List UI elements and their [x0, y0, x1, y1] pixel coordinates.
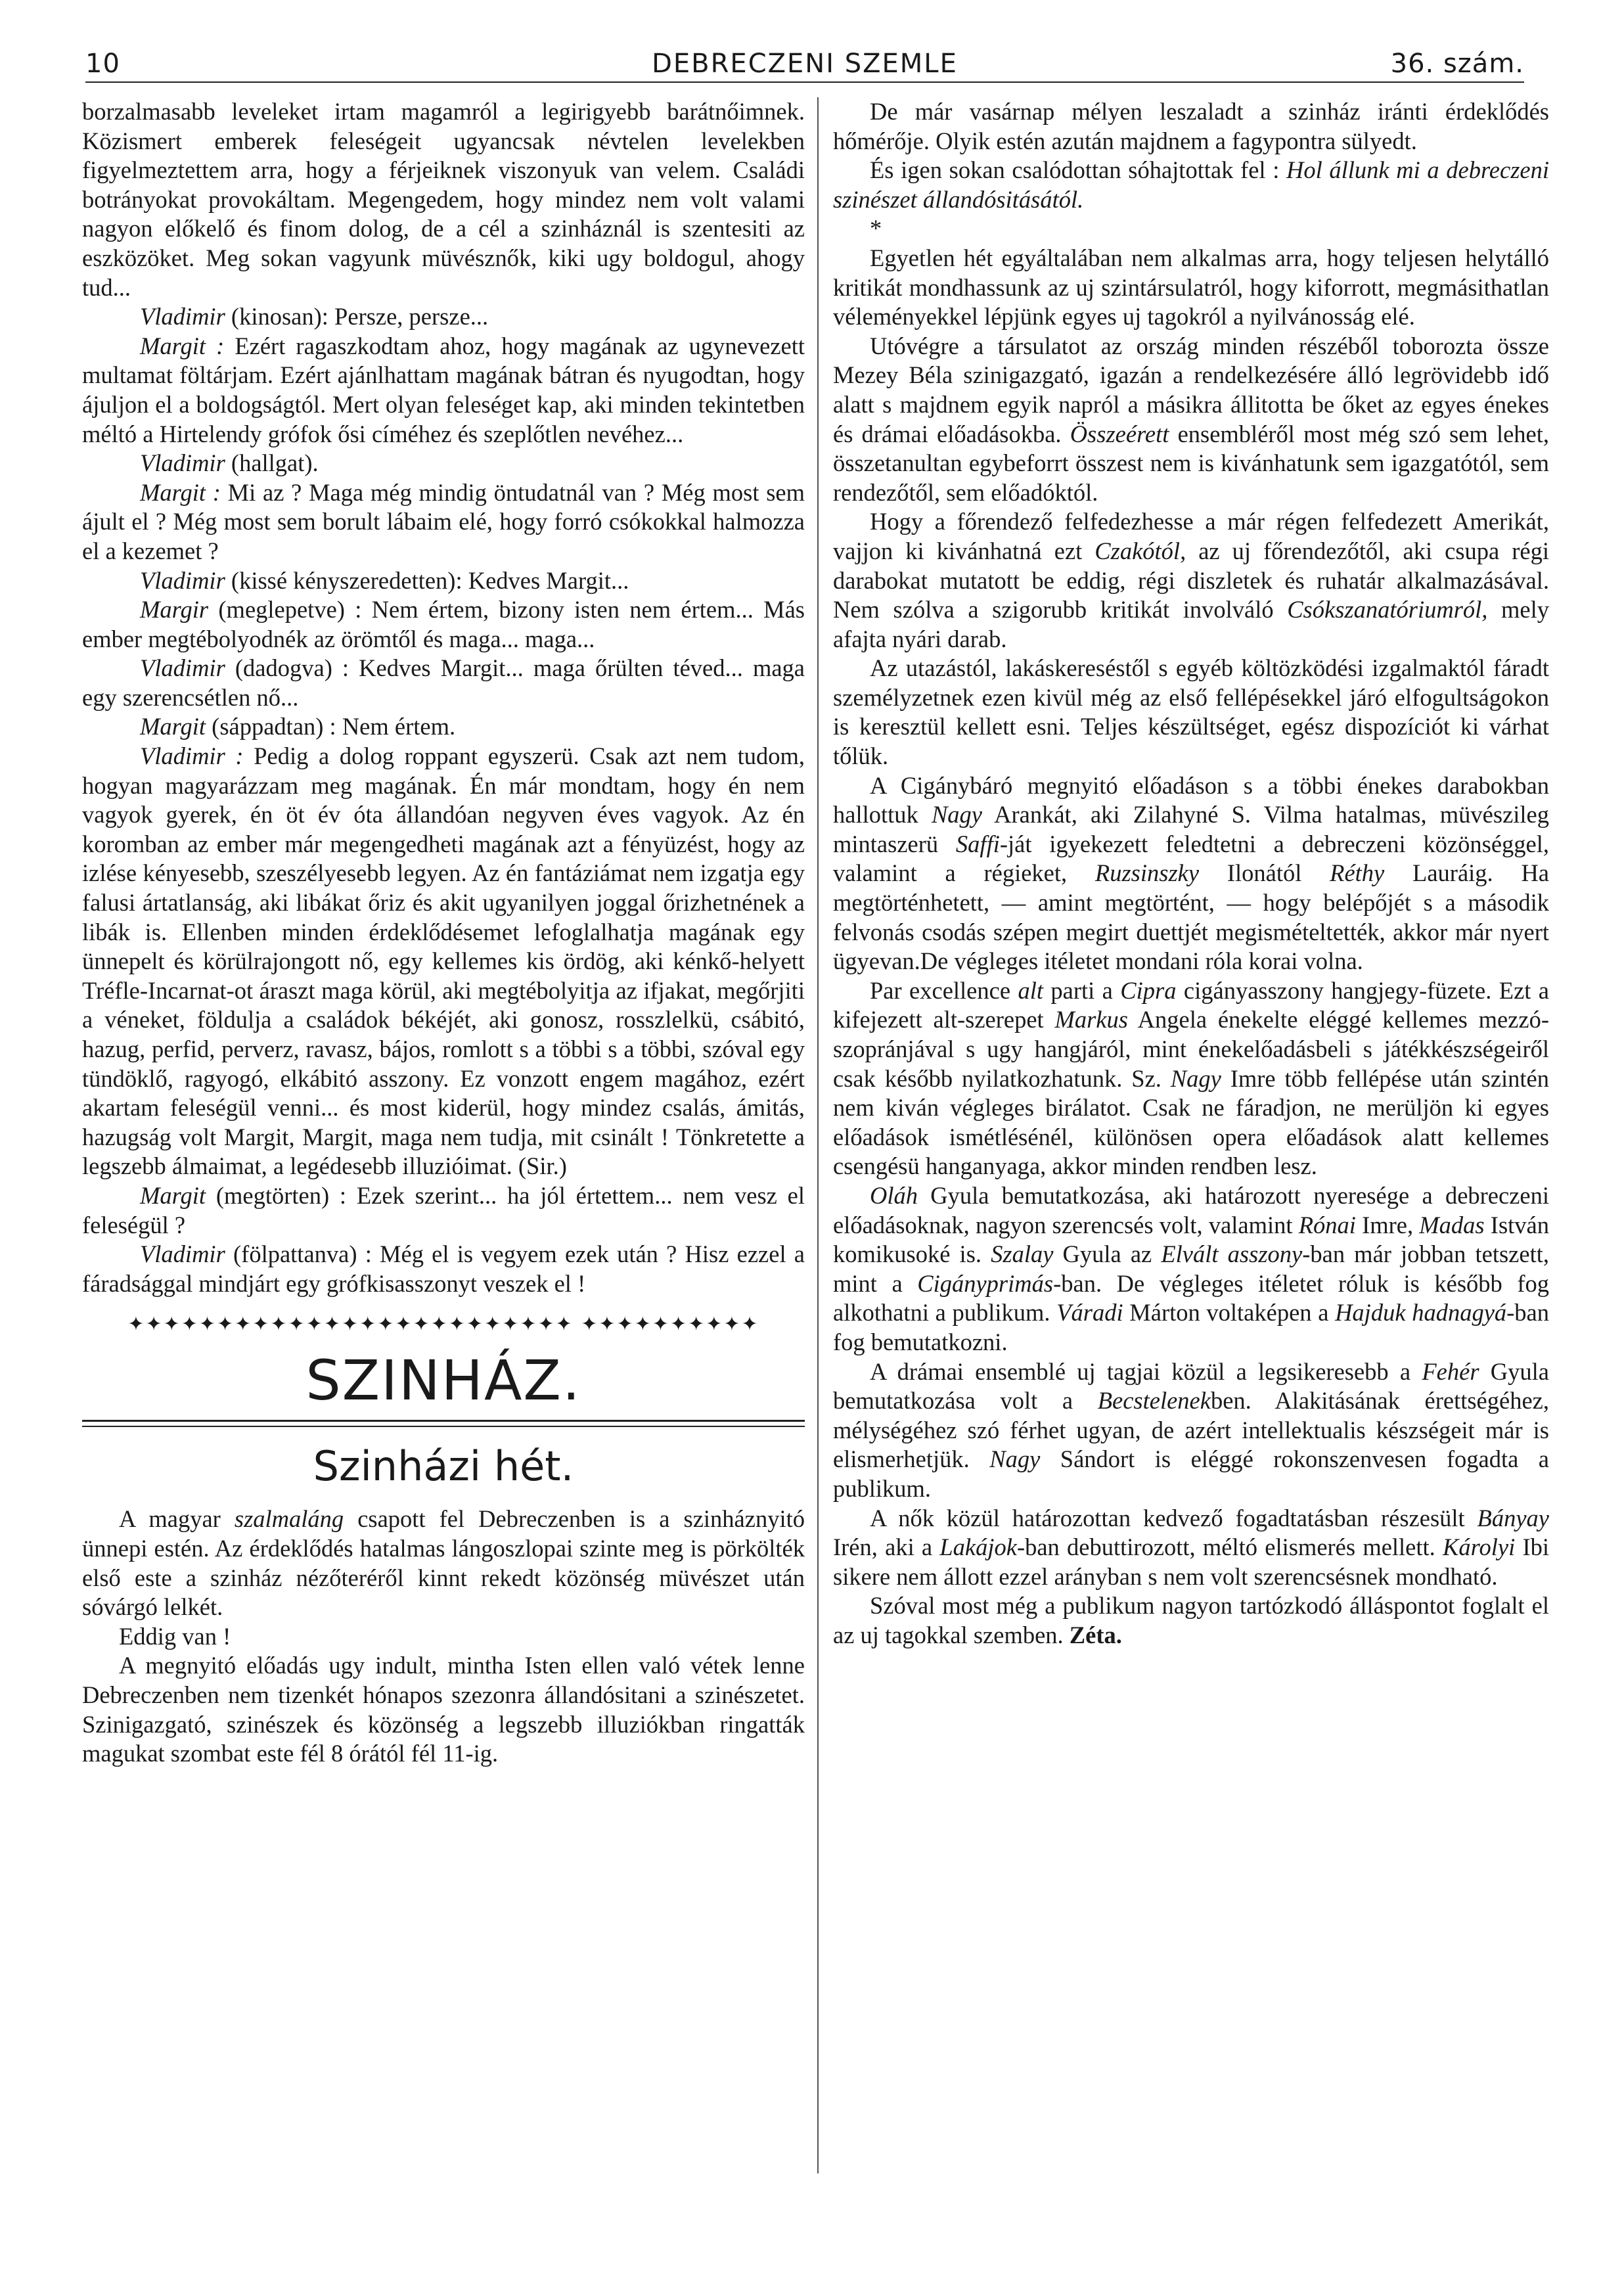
theatre-paragraph: A megnyitó előadás ugy indult, mintha Isten ellen való vétek lenne Debreczenben nem tizenkét hónapos szezonra állandósitani a szinészetet. Szinigazgató, szinészek és közönség a legszebb illuziókban ringatták magukat szombat este fél 8 órától fél 11-ig.	[82, 1652, 805, 1767]
ornament-divider: ✦✦✦✦✦✦✦✦✦✦✦✦✦✦✦✦✦✦✦✦✦✦✦✦✦ ✦✦✦✦✦✦✦✦✦✦	[127, 1313, 759, 1336]
dialogue-line	[82, 566, 805, 596]
dialogue	[82, 302, 805, 1298]
left-column	[82, 97, 805, 1769]
review-paragraph: Oláh Gyula bemutatkozása, aki határozott nyeresége a debreczeni előadásoknak, nagyon szerencsés volt, valamint Rónai Imre, Madas István komikusoké is. Szalay Gyula az Elvált asszony-ban már jobban tetszett, mint a Cigányprimás-ban. De végleges itéletet róluk is később fog alkothatni a publikum. Váradi Márton voltaképen a Hajduk hadnagyá-ban fog bemutatkozni.	[833, 1181, 1550, 1355]
review-paragraph: A nők közül határozottan kedvező fogadtatásban részesült Bányay Irén, aki a Lakájok-ban debuttirozott, méltó elismerés mellett. Károlyi Ibi sikere nem állott ezzel arányban s nem volt szerencsésnek mondható.	[833, 1504, 1549, 1590]
column-divider	[817, 97, 819, 2173]
page-number: 10	[85, 49, 120, 79]
section-title: SZINHÁZ.	[305, 1348, 581, 1413]
speaker-name: Margit	[140, 713, 206, 740]
review-paragraph: De már vasárnap mélyen leszaladt a szinház iránti érdeklődés hőmérője. Olyik estén azután majdnem a fagypontra sülyedt.	[833, 98, 1549, 154]
dialogue-text: (meglepetve) : Nem értem, bizony isten nem értem... Más ember megtébolyodnék az örömtől és maga... maga...	[82, 596, 805, 652]
dialogue-line	[82, 654, 805, 712]
dialogue-text: (fölpattanva) : Még el is vegyem ezek után ? Hisz ezzel a fáradsággal mindjárt egy grófkisasszonyt veszek el !	[82, 1240, 805, 1297]
speaker-name: Vladimir	[140, 1240, 225, 1268]
review-paragraph: A drámai ensemblé uj tagjai közül a legsikeresebb a Fehér Gyula bemutatkozása volt a Becstelenekben. Alakitásának érettségéhez, mélységéhez szó férhet ugyan, de azért intellektualis készségeit már is elismerhetjük. Nagy Sándort is eléggé rokonszenvesen fogadta a publikum.	[833, 1357, 1549, 1502]
speaker-name: Vladimir :	[140, 742, 244, 770]
dialogue-text: Pedig a dolog roppant egyszerü. Csak azt nem tudom, hogyan magyarázzam meg magának. Én már mondtam, hogy én nem vagyok gyerek, én öt év óta állandóan negyven éves vagyok. Az én koromban az ember már megengedheti magának azt a fényüzést, hogy az izlése kényesebb, szeszélyesebb legyen. Az én fantáziámat nem izgatja egy falusi ártatlanság, aki libákat őriz és akit ugyanilyen joggal őrizhetnének a libák is. Ellenben minden érdeklődésemet lefoglalhatja magának egy ünnepelt és körülrajongott nő, egy kellemes kis ördög, aki kénkő-helyett Tréfle-Incarnat-ot áraszt maga körül, aki megtébolyitja az ifjakat, megőrjiti a véneket, földulja a családok békéjét, aki gonosz, rosszlelkü, csábitó, hazug, perfid, perverz, ravasz, bájos, romlott s a többi s a többi, szóval egy tündöklő, ragyogó, elkábitó asszony. Ez vonzott engem magához, ezért akartam feleségül venni... és most kiderül, hogy mindez csalás, ámitás, hazugság volt Margit, Margit, maga nem tudja, mit csinált ! Tönkretette a legszebb álmaimat, a legédesebb illuzióimat. (Sir.)	[82, 742, 805, 1180]
speaker-name: Vladimir	[140, 654, 225, 682]
review-paragraph: Szóval most még a publikum nagyon tartózkodó álláspontot foglalt el az uj tagokkal szemben. Zéta.	[833, 1592, 1549, 1648]
speaker-name: Margit :	[140, 332, 225, 359]
dialogue-line	[82, 1240, 805, 1298]
header-rule	[85, 81, 1524, 83]
dialogue-line	[82, 1181, 805, 1240]
dialogue-text: (megtörten) : Ezek szerint... ha jól értettem... nem vesz el feleségül ?	[82, 1181, 805, 1238]
review-paragraph: Utóvégre a társulatot az ország minden részéből toborozta össze Mezey Béla szinigazgató, igazán a rendelkezésére álló legrövidebb idő alatt s majdnem egyik napról a másikra állitotta be őket az egyes énekes és drámai előadásokba. Összeérett ensembléről most még szó sem lehet, összetanultan egybeforrt összest nem is kivánhatunk sem igazgatótól, sem rendezőtől, sem előadóktól.	[833, 332, 1550, 506]
dialogue-text: (hallgat).	[225, 449, 319, 477]
review-paragraph: Az utazástól, lakáskereséstől s egyéb költözködési izgalmaktól fáradt személyzetnek ezen kivül még az első fellépésekkel járó elfogultságokon is keresztül kellett esni. Teljes készültséget, egész dispozíciót ki várhat tőlük.	[833, 654, 1549, 770]
speaker-name: Margit :	[140, 478, 221, 506]
theatre-paragraph: A magyar szalmaláng csapott fel Debreczenben is a szinháznyitó ünnepi estén. Az érdeklődés hatalmas lángoszlopai szinte meg is pörkölték első este a szinház nézőteréről kinnt rekedt közönség müvészet után sóvárgó lelkét.	[82, 1505, 805, 1621]
dialogue-line	[82, 595, 805, 654]
review-paragraph: Egyetlen hét egyáltalában nem alkalmas arra, hogy teljesen helytálló kritikát mondhassunk az uj szintársulatról, hogy kiforrott, megmásithatlan véleményekkel lépjünk egyes uj tagokról a nyilvánosság elé.	[833, 244, 1549, 330]
dialogue-text: (sáppadtan) : Nem értem.	[206, 713, 456, 740]
dialogue-text: Mi az ? Maga még mindig öntudatnál van ? Még most sem ájult el ? Még most sem borult lábaim elé, hogy forró csókokkal halmozza el a kezemet ?	[82, 478, 805, 564]
dialogue-line	[82, 742, 805, 1181]
dialogue-line	[82, 478, 805, 566]
dialogue-line	[82, 712, 805, 742]
dialogue-text: (kinosan): Persze, persze...	[225, 303, 489, 330]
author-signature: Zéta.	[1069, 1621, 1122, 1648]
speaker-name: Margit	[140, 1181, 206, 1209]
section-rule	[82, 1420, 805, 1422]
review-paragraph: Hogy a főrendező felfedezhesse a már régen felfedezett Amerikát, vajjon ki kivánhatná ezt Czakótól, az uj főrendezőtől, aki csupa régi darabokat mutatott be eddig, régi diszletek és ruhatár alkalmazásával. Nem szólva a szigorubb kritikát involváló Csókszanatóriumról, mely afajta nyári darab.	[833, 508, 1550, 652]
theatre-paragraph: Eddig van !	[119, 1622, 231, 1650]
asterism: *	[870, 215, 882, 242]
dialogue-line	[82, 302, 805, 332]
speaker-name: Vladimir	[140, 449, 225, 477]
dialogue-line	[82, 332, 805, 449]
dialogue-line	[82, 449, 805, 478]
issue-number: 36. szám.	[1390, 49, 1524, 79]
review-paragraph: Par excellence alt parti a Cipra cigányasszony hangjegy-füzete. Ezt a kifejezett alt-szerepet Markus Angela énekelte eléggé kellemes mezzó-szopránjával s ugy hangjáról, mint énekelőadásbeli s játékkészségeiről csak később nyilatkozhatunk. Sz. Nagy Imre több fellépése után szintén nem kiván végleges birálatot. Csak ne fáradjon, ne merüljön ki egyes előadások ismétlésénél, különösen opera előadások alatt kellemes csengésü hanganyaga, akkor minden rendben lesz.	[833, 976, 1550, 1180]
running-head	[85, 39, 1524, 87]
speaker-name: Margir	[140, 596, 209, 624]
dialogue-text: (dadogva) : Kedves Margit... maga őrülten téved... maga egy szerencsétlen nő...	[82, 654, 805, 711]
review-paragraph: A Cigánybáró megnyitó előadáson s a többi énekes darabokban hallottuk Nagy Arankát, aki Zilahyné S. Vilma hatalmas, müvészileg mintaszerü Saffi-ját igyekezett feledtetni a debreczeni közönséggel, valamint a régieket, Ruzsinszky Ilonától Réthy Lauráig. Ha megtörténhetett, — amint megtörtént, — hogy belépőjét s a második felvonás csodás szépen megirt duettjét megismételtették, akkor már nyert ügyevan.De végleges itéletet mondani róla korai volna.	[833, 771, 1550, 975]
intro-paragraph: borzalmasabb leveleket irtam magamról a legirigyebb barátnőimnek. Közismert emberek feleségeit ugyancsak névtelen levelekben figyelmeztettem arra, hogy a férjeiknek viszonyuk van velem. Családi botrányokat provokáltam. Megengedem, hogy mindez nem volt valami nagyon előkelő és finom dolog, de a cél a szinháznál is szentesiti az eszközöket. Meg sokan vagyunk müvésznők, kiki ugy boldogul, ahogy tud...	[82, 98, 805, 301]
subsection-title: Szinházi hét.	[313, 1442, 574, 1491]
dialogue-text: (kissé kényszeredetten): Kedves Margit...	[225, 566, 629, 594]
section-rule-thin	[82, 1426, 805, 1427]
speaker-name: Vladimir	[140, 566, 225, 594]
speaker-name: Vladimir	[140, 303, 225, 330]
review-paragraph: És igen sokan csalódottan sóhajtottak fel : Hol állunk mi a debreczeni szinészet állandósitásától.	[833, 156, 1550, 213]
dialogue-text: Ezért ragaszkodtam ahoz, hogy magának az ugynevezett multamat föltárjam. Ezért ajánlhattam magának bátran és nyugodtan, hogy ájuljon el a boldogságtól. Mert olyan feleséget kap, aki minden tekintetben méltó a Hirtelendy grófok ősi címéhez és szeplőtlen nevéhez...	[82, 332, 805, 447]
right-column	[833, 97, 1549, 1650]
journal-title: DEBRECZENI SZEMLE	[652, 49, 958, 79]
